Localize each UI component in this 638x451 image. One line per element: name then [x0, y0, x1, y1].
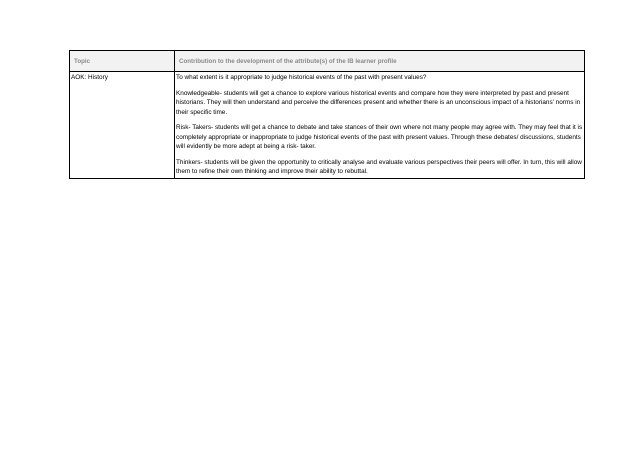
guiding-question: To what extent is it appropriate to judge historical events of the past with present values?: [176, 74, 427, 81]
table-header-row: [70, 51, 585, 72]
header-contribution: Contribution to the development of the attribute(s) of the IB learner profile: [175, 51, 585, 72]
knowledgeable-paragraph: Knowledgeable- students will get a chance to explore various historical events and compare how they were interpreted by past and present historians. They will then understand and perceive the differences present and whether there is an unconscious impact of a historians' norms in their specific time.: [176, 89, 581, 116]
contribution-cell: [175, 72, 585, 179]
risk-takers-paragraph: Risk- Takers- students will get a chance to debate and take stances of their own where not many people may agree with. They may feel that it is completely appropriate or inappropriate to judge historical events of the past with present values. Through these debates/ discussions, students will evidently be more adept at being a risk- taker.: [176, 124, 583, 150]
topic-cell: AOK: History: [70, 72, 175, 179]
table-row: [70, 72, 585, 179]
thinkers-paragraph: Thinkers- students will be given the opportunity to critically analyse and evaluate various perspectives their peers will offer. In turn, this will allow them to refine their own thinking and improve their ability to rebuttal.: [176, 158, 582, 175]
header-topic: Topic: [70, 51, 175, 72]
learner-profile-table: [69, 50, 585, 179]
